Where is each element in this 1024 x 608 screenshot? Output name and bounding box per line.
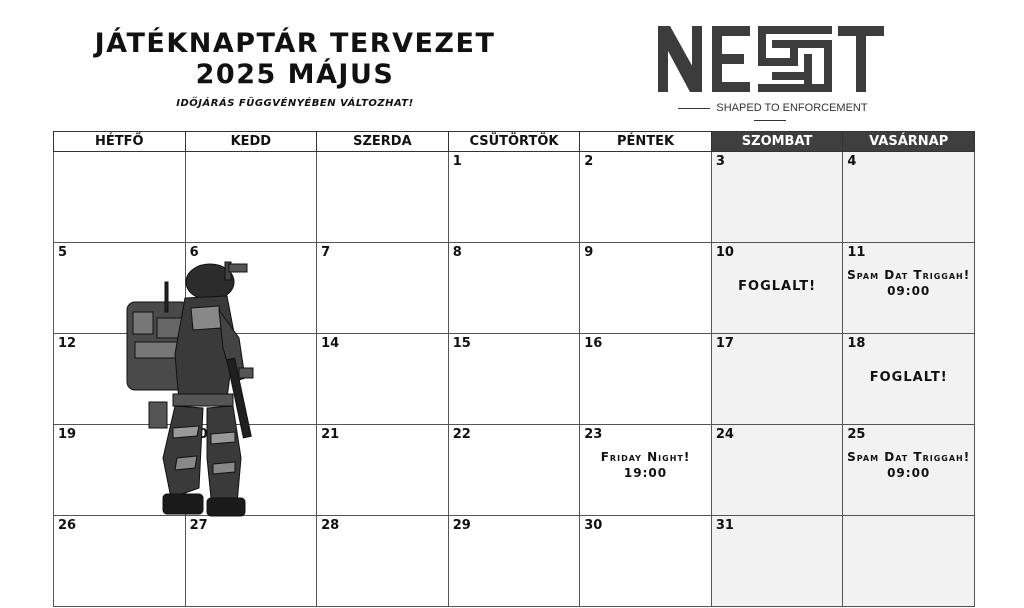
- weekday-header-weekend: SZOMBAT: [711, 132, 843, 152]
- calendar-day-cell: [580, 243, 712, 334]
- day-number: 12: [58, 336, 77, 351]
- calendar-day-cell: [448, 516, 580, 607]
- calendar-day-cell: [843, 516, 975, 607]
- weekday-header: HÉTFŐ: [54, 132, 186, 152]
- day-event: Friday Night! 19:00: [600, 450, 691, 480]
- calendar-day-cell: [448, 334, 580, 425]
- weekday-header-weekend: VASÁRNAP: [843, 132, 975, 152]
- weekday-header: PÉNTEK: [580, 132, 712, 152]
- weekday-header-row: [54, 132, 975, 152]
- calendar-day-cell: [711, 152, 843, 243]
- day-number: 16: [584, 336, 603, 351]
- calendar-day-cell: [843, 152, 975, 243]
- calendar-day-cell: [580, 152, 712, 243]
- calendar-day-cell: [54, 152, 186, 243]
- day-number: 11: [847, 245, 866, 260]
- calendar-day-cell: [448, 425, 580, 516]
- day-number: 22: [452, 427, 471, 442]
- calendar-day-cell: [711, 243, 843, 334]
- day-number: 8: [452, 245, 462, 260]
- day-number: 9: [584, 245, 594, 260]
- weekday-header: SZERDA: [317, 132, 449, 152]
- calendar-day-cell: [580, 425, 712, 516]
- day-event: Spam Dat Triggah! 09:00: [847, 268, 971, 298]
- calendar-day-cell: [580, 334, 712, 425]
- nest-logo: [654, 20, 894, 120]
- title-line-1: JÁTÉKNAPTÁR TERVEZET: [94, 28, 496, 59]
- calendar-day-cell: [448, 152, 580, 243]
- day-number: 17: [715, 336, 734, 351]
- calendar-day-cell: [317, 425, 449, 516]
- tagline-left-rule: [678, 108, 710, 109]
- soldier-illustration: [115, 258, 280, 520]
- day-number: 24: [715, 427, 734, 442]
- calendar-day-cell: [711, 425, 843, 516]
- day-number: 27: [189, 518, 208, 533]
- calendar-day-cell: [843, 243, 975, 334]
- day-number: 25: [847, 427, 866, 442]
- calendar-title: [40, 28, 550, 90]
- day-number: 26: [58, 518, 77, 533]
- day-event: Spam Dat Triggah! 09:00: [847, 450, 971, 480]
- tagline-right-rule: [754, 120, 786, 121]
- title-line-2: 2025 MÁJUS: [195, 59, 395, 90]
- day-number: 21: [321, 427, 340, 442]
- calendar-day-cell: [317, 334, 449, 425]
- day-number: 18: [847, 336, 866, 351]
- day-number: 30: [584, 518, 603, 533]
- nest-logo-icon: [654, 20, 894, 102]
- day-number: 15: [452, 336, 471, 351]
- calendar-day-cell: [317, 152, 449, 243]
- day-number: 6: [189, 245, 199, 260]
- calendar-day-cell: [185, 152, 317, 243]
- calendar-day-cell: [185, 516, 317, 607]
- day-event: FOGLALT!: [869, 370, 948, 385]
- calendar-week-row: [54, 516, 975, 607]
- calendar-day-cell: [711, 334, 843, 425]
- calendar-day-cell: [54, 516, 186, 607]
- weekday-header: KEDD: [185, 132, 317, 152]
- day-number: 10: [715, 245, 734, 260]
- weather-notice: IDŐJÁRÁS FÜGGVÉNYÉBEN VÁLTOZHAT!: [176, 98, 414, 109]
- day-number: 31: [715, 518, 734, 533]
- calendar-day-cell: [317, 243, 449, 334]
- day-number: 23: [584, 427, 603, 442]
- logo-tagline-row: [654, 102, 886, 126]
- day-number: 3: [715, 154, 725, 169]
- calendar-day-cell: [317, 516, 449, 607]
- day-number: 19: [58, 427, 77, 442]
- day-number: 7: [321, 245, 331, 260]
- day-number: 4: [847, 154, 857, 169]
- day-number: 2: [584, 154, 594, 169]
- logo-tagline: SHAPED TO ENFORCEMENT: [716, 102, 868, 114]
- day-number: 29: [452, 518, 471, 533]
- weekday-header: CSÜTÖRTÖK: [448, 132, 580, 152]
- calendar-day-cell: [843, 334, 975, 425]
- calendar-day-cell: [711, 516, 843, 607]
- day-number: 1: [452, 154, 462, 169]
- day-event: FOGLALT!: [738, 279, 817, 294]
- calendar-week-row: [54, 152, 975, 243]
- day-number: 28: [321, 518, 340, 533]
- day-number: 5: [58, 245, 68, 260]
- calendar-day-cell: [843, 425, 975, 516]
- calendar-day-cell: [580, 516, 712, 607]
- calendar-day-cell: [448, 243, 580, 334]
- day-number: 14: [321, 336, 340, 351]
